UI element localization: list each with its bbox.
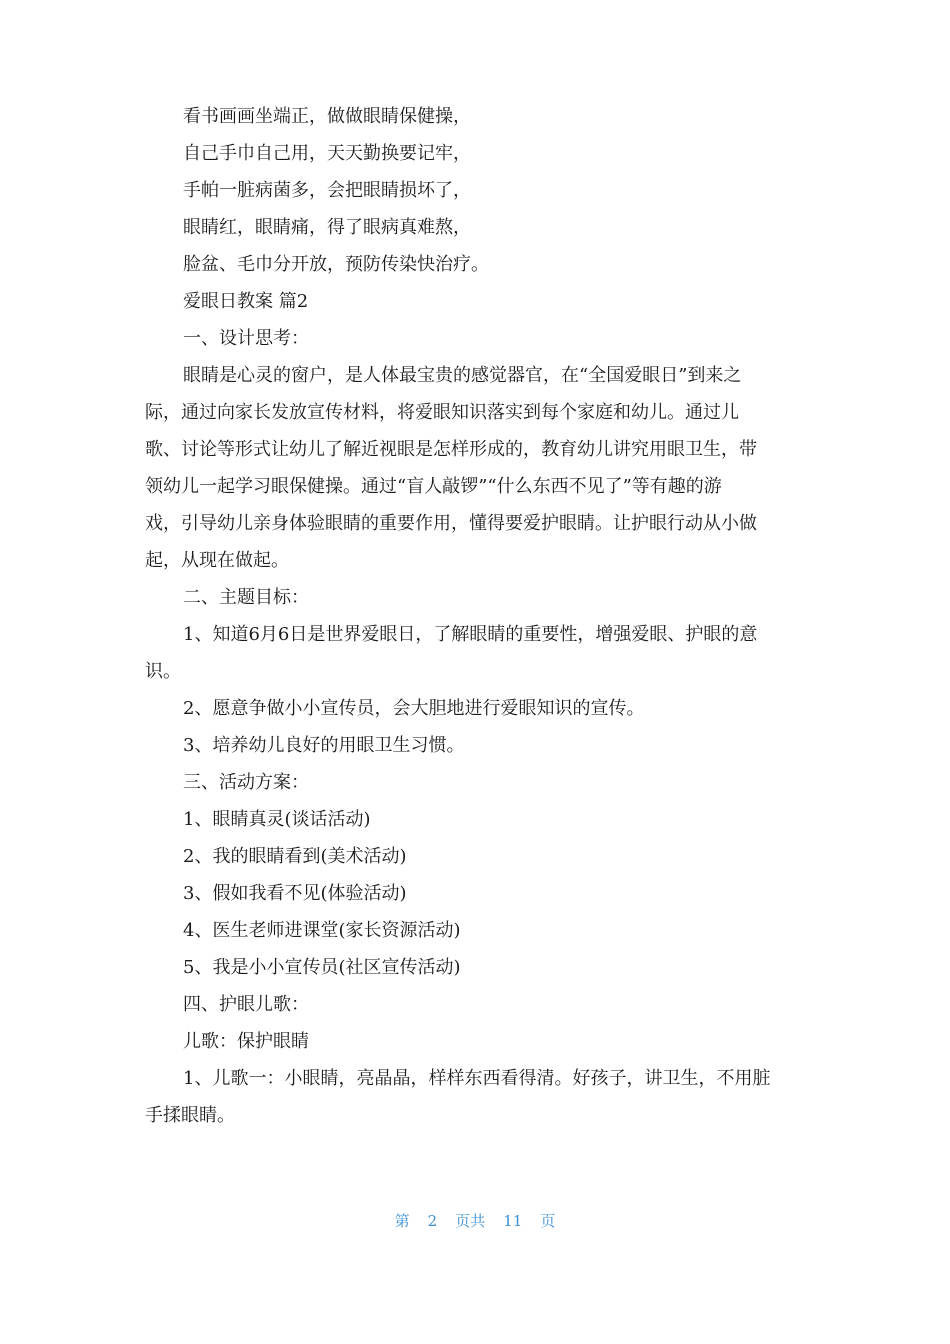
paragraph-line: 领幼儿一起学习眼保健操。通过“盲人敲锣”“什么东西不见了”等有趣的游 xyxy=(145,476,722,497)
activity-item: 1、眼睛真灵(谈话活动) xyxy=(183,809,371,830)
paragraph-line: 起，从现在做起。 xyxy=(145,550,289,571)
heading-activity-plan: 三、活动方案： xyxy=(183,772,309,793)
goal-item: 1、知道6月6日是世界爱眼日，了解眼睛的重要性，增强爱眼、护眼的意 xyxy=(183,624,758,645)
song-title: 儿歌：保护眼睛 xyxy=(183,1031,309,1052)
footer-total-pages: 11 xyxy=(503,1212,523,1230)
heading-design-thinking: 一、设计思考： xyxy=(183,328,309,349)
poem-line: 手帕一脏病菌多，会把眼睛损坏了， xyxy=(183,180,471,201)
goal-item: 3、培养幼儿良好的用眼卫生习惯。 xyxy=(183,735,465,756)
paragraph-line: 际，通过向家长发放宣传材料，将爱眼知识落实到每个家庭和幼儿。通过儿 xyxy=(145,402,739,423)
activity-item: 4、医生老师进课堂(家长资源活动) xyxy=(183,920,461,941)
poem-line: 看书画画坐端正，做做眼睛保健操， xyxy=(183,106,471,127)
song-line-continued: 手揉眼睛。 xyxy=(145,1105,235,1126)
paragraph-line: 歌、讨论等形式让幼儿了解近视眼是怎样形成的，教育幼儿讲究用眼卫生，带 xyxy=(145,439,757,460)
paragraph-line: 眼睛是心灵的窗户，是人体最宝贵的感觉器官，在“全国爱眼日”到来之 xyxy=(183,365,742,386)
footer-suffix: 页 xyxy=(540,1212,556,1230)
page-footer xyxy=(0,1210,950,1231)
footer-middle: 页共 xyxy=(455,1212,486,1230)
footer-prefix: 第 xyxy=(394,1212,410,1230)
heading-goals: 二、主题目标： xyxy=(183,587,309,608)
footer-current-page: 2 xyxy=(427,1212,438,1230)
heading-eye-songs: 四、护眼儿歌： xyxy=(183,994,309,1015)
document-body xyxy=(145,98,810,1134)
goal-item: 2、愿意争做小小宣传员，会大胆地进行爱眼知识的宣传。 xyxy=(183,698,645,719)
goal-item-continued: 识。 xyxy=(145,661,181,682)
poem-line: 脸盆、毛巾分开放，预防传染快治疗。 xyxy=(183,254,489,275)
activity-item: 3、假如我看不见(体验活动) xyxy=(183,883,407,904)
section-title: 爱眼日教案 篇2 xyxy=(183,291,309,312)
activity-item: 2、我的眼睛看到(美术活动) xyxy=(183,846,407,867)
paragraph-line: 戏，引导幼儿亲身体验眼睛的重要作用，懂得要爱护眼睛。让护眼行动从小做 xyxy=(145,513,757,534)
song-line: 1、儿歌一：小眼睛，亮晶晶，样样东西看得清。好孩子，讲卫生，不用脏 xyxy=(183,1068,771,1089)
poem-line: 自己手巾自己用，天天勤换要记牢， xyxy=(183,143,471,164)
poem-line: 眼睛红，眼睛痛，得了眼病真难熬， xyxy=(183,217,471,238)
activity-item: 5、我是小小宣传员(社区宣传活动) xyxy=(183,957,461,978)
